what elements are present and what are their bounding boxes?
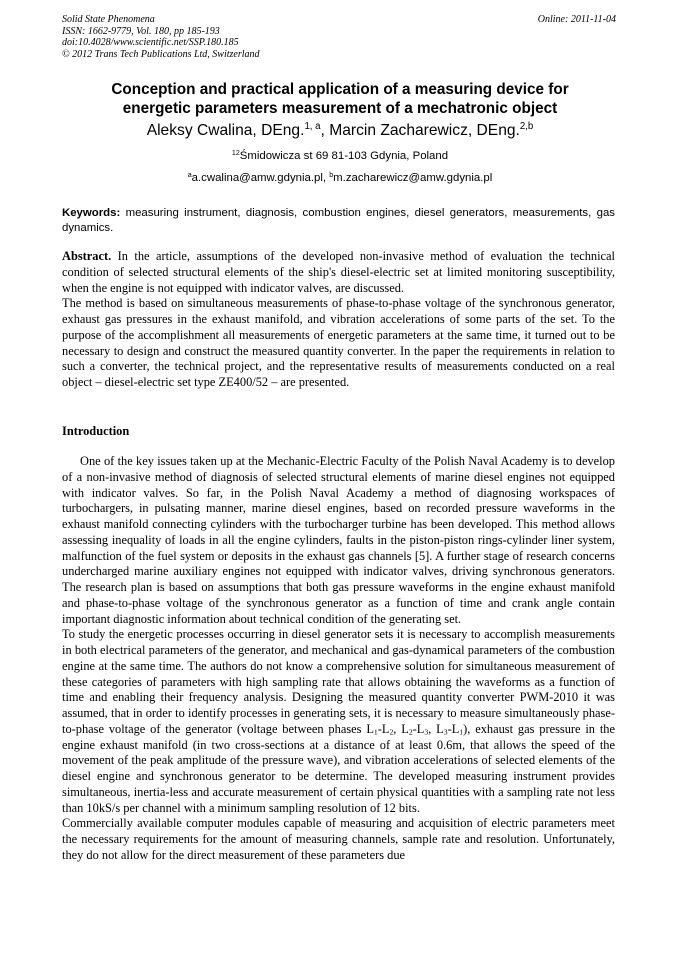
phase-sub: 2 [389, 727, 394, 737]
email-b[interactable]: m.zacharewicz@amw.gdynia.pl [333, 172, 493, 184]
intro-paragraph-3: Commercially available computer modules capable of measuring and acquisition of electric parameters meet the necessary requirements for the amount of measuring channels, sample rate and resolution. Unfortunately, they do not allow for the direct measurement of these parameters due [62, 816, 615, 862]
abstract [62, 249, 615, 391]
email-separator: , [322, 172, 330, 184]
phase-comma: , [393, 721, 402, 736]
phase-sub: 1 [373, 727, 378, 737]
issn-line: ISSN: 1662-9779, Vol. 180, pp 185-193 [62, 25, 220, 37]
intro-p2-end: ), exhaust gas pressure in the engine exhaust manifold (in two cross-sections at a distance of at least 0.6m, that allows the speed of the movement of the peak amplitude of the pressure wave), and vibration accelerations of selected elements of the diesel engine and synchronous generator to be determine. The developed measuring instrument provides simultaneous, inertia-less and accurate measurement of certain physical quantities with a sampling rate not less than 10kS/s per channel with a minimum sampling resolution of 12 bits. [62, 721, 615, 815]
section-heading-introduction: Introduction [62, 424, 130, 438]
phase-l: L [436, 721, 444, 736]
author-list [40, 121, 640, 141]
introduction-body [62, 454, 615, 864]
title-line-2: energetic parameters measurement of a mechatronic object [122, 100, 558, 117]
email-a-mark: a [187, 171, 192, 179]
author-2: Marcin Zacharewicz, DEng. [329, 122, 520, 139]
author-1: Aleksy Cwalina, DEng. [146, 122, 305, 139]
journal-header [62, 14, 616, 60]
abstract-label: Abstract. [62, 249, 112, 263]
intro-paragraph-2 [62, 627, 615, 816]
phase-l: L [416, 721, 425, 736]
keywords-label: Keywords: [62, 207, 121, 219]
phase-sub: 1 [459, 727, 464, 737]
online-date: Online: 2011-11-04 [537, 14, 616, 25]
author-2-affiliation-mark: 2,b [519, 121, 534, 133]
phase-l: L [401, 721, 409, 736]
affiliation-mark: 12 [231, 149, 240, 157]
intro-p2-text: To study the energetic processes occurring in diesel generator sets it is necessary to accomplish measurements in both electrical parameters of the generator, and mechanical and gas-dynamical parameters of the combustion engine at the same time. The authors do not know a comprehensive solution for simultaneous measurement of these categories of parameters with high sampling rate that allows obtaining the waveforms as a function of time and enabling their frequency analysis. Designing the measured quantity converter PWM-2010 it was assumed, that in order to identify processes in generating sets, it is necessary to measure simultaneously phase-to-phase voltage of the generator (voltage between phases [62, 627, 615, 736]
author-separator: , [320, 122, 330, 139]
phase-sub: 3 [424, 727, 429, 737]
copyright-line: © 2012 Trans Tech Publications Ltd, Switzerland [62, 48, 260, 60]
abstract-paragraph-2: The method is based on simultaneous measurements of phase-to-phase voltage of the synchronous generator, exhaust gas pressures in the exhaust manifold, and vibration accelerations of some parts of the set. To the purpose of the accomplishment all measurements of energetic parameters at the same time, it turned out to be necessary to design and construct the measured quantity converter. In the paper the requirements in relation to such a converter, the technical project, and the representative results of measurements conducted on a real object – diesel-electric set type ZE400/52 – are presented. [62, 296, 615, 389]
phase-comma: , [428, 721, 437, 736]
intro-paragraph-1: One of the key issues taken up at the Mechanic-Electric Faculty of the Polish Naval Academy is to develop of a non-invasive method of diagnosis of selected structural elements of marine diesel engines not equipped with indicator valves. So far, in the Polish Naval Academy a method of diagnosing workspaces of turbochargers, in pulsating manner, marine diesel engines, based on recorded pressure waveforms in the exhaust manifold connecting cylinders with the turbocharger turbine has been developed. This method allows assessing inequality of loads in all the engine cylinders, faults in the piston-piston rings-cylinder liner system, malfunction of the fuel system or deposits in the exhaust gas channels [5]. A further stage of research concerns undercharged marine auxiliary engines not equipped with indicator valves, driving synchronous generators. The research plan is based on assumptions that both gas pressure waveforms in the engine exhaust manifold and phase-to-phase voltage of the synchronous generator as a function of time and crank angle contain important diagnostic information about technical condition of the generating set. [62, 454, 615, 626]
phase-sub: 2 [408, 727, 413, 737]
phase-l: L [451, 721, 460, 736]
email-a[interactable]: a.cwalina@amw.gdynia.pl [191, 172, 323, 184]
affiliation [40, 148, 640, 164]
keywords-text: measuring instrument, diagnosis, combustion engines, diesel generators, measurements, gas dynamics. [62, 207, 615, 234]
phase-l: L [366, 721, 374, 736]
phase-dash: - [412, 721, 417, 736]
journal-name: Solid State Phenomena [62, 14, 155, 25]
paper-title [40, 80, 640, 118]
phase-dash: - [447, 721, 452, 736]
abstract-text-1: In the article, assumptions of the developed non-invasive method of evaluation the technical condition of selected structural elements of the ship's diesel-electric set at limited monitoring susceptibility, when the engine is not equipped with indicator valves, are discussed. [62, 249, 615, 295]
title-line-1: Conception and practical application of a measuring device for [111, 81, 569, 98]
phase-sub: 3 [443, 727, 448, 737]
phase-l: L [381, 721, 390, 736]
author-1-affiliation-mark: 1, a [304, 121, 321, 133]
author-emails [40, 170, 640, 186]
affiliation-address: Śmidowicza st 69 81-103 Gdynia, Poland [239, 150, 449, 162]
abstract-paragraph-1 [62, 249, 615, 296]
doi-line: doi:10.4028/www.scientific.net/SSP.180.185 [62, 37, 239, 49]
phase-dash: - [377, 721, 382, 736]
keywords [62, 206, 615, 236]
email-b-mark: b [329, 171, 334, 179]
